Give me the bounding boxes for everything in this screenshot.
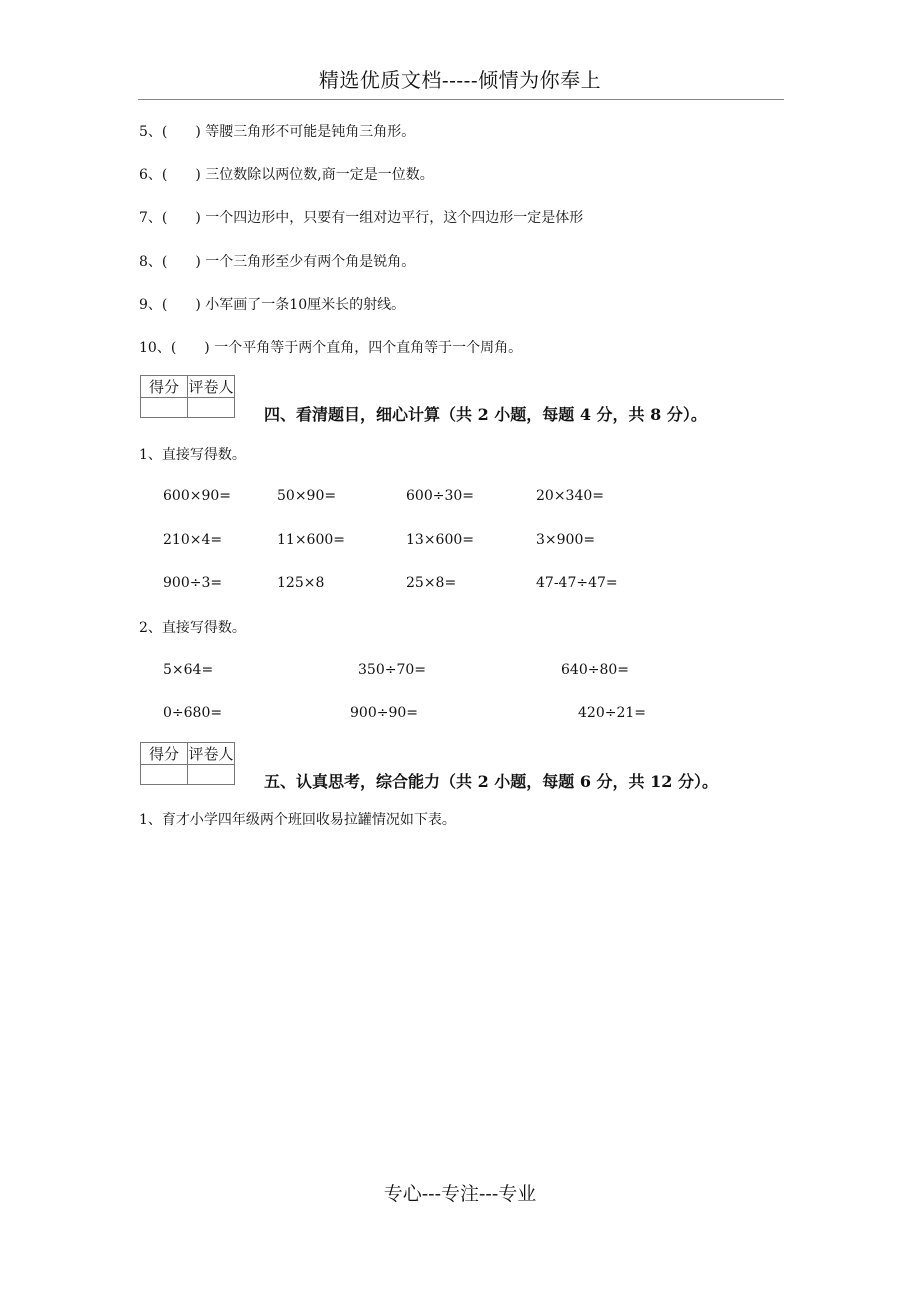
- section4-q2-label: 2、直接写得数。: [139, 620, 246, 636]
- judgement-item-6: 6、( ) 三位数除以两位数,商一定是一位数。: [139, 167, 434, 183]
- calc-item: 0÷680=: [163, 705, 223, 721]
- page-header-title: 精选优质文档-----倾情为你奉上: [318, 68, 602, 92]
- score-box-section5: [140, 742, 235, 785]
- calc-item: 50×90=: [277, 488, 337, 504]
- score-cell: [141, 398, 188, 418]
- calc-item: 600÷30=: [406, 488, 474, 504]
- calc-item: 640÷80=: [561, 662, 629, 678]
- grader-label: 评卷人: [188, 743, 235, 765]
- calc-item: 20×340=: [536, 488, 604, 504]
- calc-item: 125×8: [277, 575, 325, 591]
- judgement-item-5: 5、( ) 等腰三角形不可能是钝角三角形。: [139, 124, 416, 140]
- calc-item: 210×4=: [163, 532, 223, 548]
- calc-item: 5×64=: [163, 662, 214, 678]
- judgement-item-7: 7、( ) 一个四边形中，只要有一组对边平行，这个四边形一定是体形: [139, 210, 584, 226]
- grader-cell: [188, 765, 235, 785]
- header-divider: [138, 99, 784, 100]
- calc-item: 900÷3=: [163, 575, 223, 591]
- score-box-section4: [140, 375, 235, 418]
- calc-item: 420÷21=: [578, 705, 646, 721]
- judgement-item-9: 9、( ) 小军画了一条10厘米长的射线。: [139, 297, 406, 313]
- calc-item: 600×90=: [163, 488, 231, 504]
- calc-item: 11×600=: [277, 532, 345, 548]
- section5-q1-label: 1、育才小学四年级两个班回收易拉罐情况如下表。: [139, 812, 456, 828]
- score-cell: [141, 765, 188, 785]
- calc-item: 25×8=: [406, 575, 457, 591]
- section4-title: 四、看清题目，细心计算（共 2 小题，每题 4 分，共 8 分）。: [264, 405, 707, 424]
- page-footer: 专心---专注---专业: [383, 1183, 537, 1205]
- score-label: 得分: [141, 376, 188, 398]
- calc-item: 900÷90=: [350, 705, 418, 721]
- calc-item: 350÷70=: [358, 662, 426, 678]
- calc-item: 3×900=: [536, 532, 596, 548]
- calc-item: 13×600=: [406, 532, 474, 548]
- section4-q1-label: 1、直接写得数。: [139, 447, 246, 463]
- judgement-item-8: 8、( ) 一个三角形至少有两个角是锐角。: [139, 254, 416, 270]
- grader-label: 评卷人: [188, 376, 235, 398]
- calc-item: 47-47÷47=: [536, 575, 618, 591]
- grader-cell: [188, 398, 235, 418]
- judgement-item-10: 10、( ) 一个平角等于两个直角，四个直角等于一个周角。: [139, 340, 523, 356]
- score-label: 得分: [141, 743, 188, 765]
- section5-title: 五、认真思考，综合能力（共 2 小题，每题 6 分，共 12 分）。: [264, 772, 718, 791]
